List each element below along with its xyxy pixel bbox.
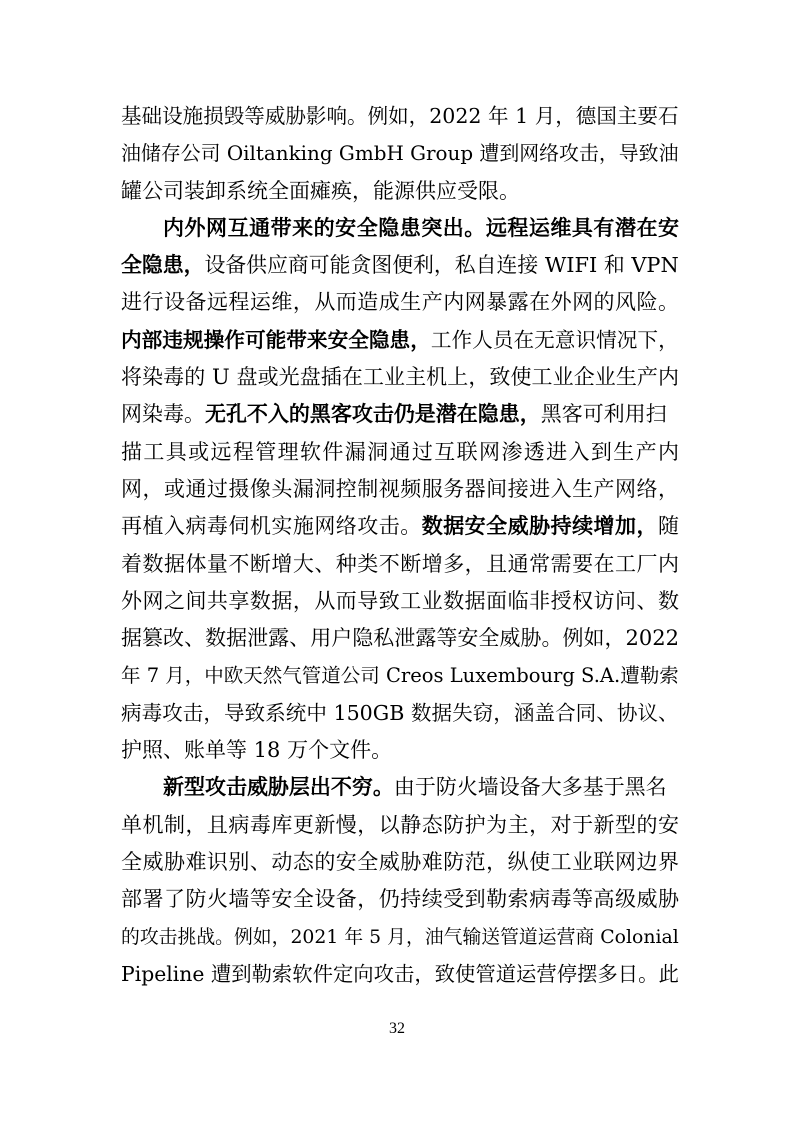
paragraph-1 — [121, 98, 679, 210]
text-line — [121, 546, 679, 583]
text-line — [121, 583, 679, 620]
page-number: 32 — [389, 1020, 405, 1037]
text-line — [121, 135, 679, 172]
text-run: 罐公司装卸系统全面瘫痪，能源供应受限。 — [121, 178, 520, 203]
text-run: 网，或通过摄像头漏洞控制视频服务器间接进入生产网络， — [121, 476, 679, 501]
text-run: 进行设备远程运维，从而造成生产内网暴露在外网的风险。 — [121, 290, 679, 315]
document-body — [121, 98, 679, 993]
text-line — [121, 284, 679, 321]
text-run: 全威胁难识别、动态的安全威胁难防范，纵使工业联网边界 — [121, 849, 679, 874]
text-line — [121, 919, 679, 956]
text-run: 单机制，且病毒库更新慢，以静态防护为主，对于新型的安 — [121, 812, 679, 837]
text-run: 外网之间共享数据，从而导致工业数据面临非授权访问、数 — [121, 588, 679, 613]
text-run: 护照、账单等 18 万个文件。 — [121, 738, 393, 763]
text-run: 描工具或远程管理软件漏洞通过互联网渗透进入到生产内 — [121, 439, 679, 464]
text-run: 由于防火墙设备大多基于黑名 — [393, 775, 667, 800]
text-run: 病毒攻击，导致系统中 150GB 数据失窃，涵盖合同、协议、 — [121, 700, 679, 725]
text-line — [121, 844, 679, 881]
text-line — [121, 434, 679, 471]
text-line — [121, 359, 679, 396]
text-line — [121, 881, 679, 918]
paragraph-3 — [121, 769, 679, 993]
text-line — [121, 508, 679, 545]
text-line — [121, 732, 679, 769]
text-line — [121, 695, 679, 732]
text-run: 年 7 月，中欧天然气管道公司 Creos Luxembourg S.A.遭勒索 — [121, 664, 679, 688]
text-line — [121, 620, 679, 657]
text-run: 再植入病毒伺机实施网络攻击。 — [121, 514, 422, 539]
text-line — [121, 769, 679, 806]
text-run: 随 — [658, 514, 679, 539]
text-run: 油储存公司 Oiltanking GmbH Group 遭到网络攻击，导致油 — [121, 142, 679, 166]
text-run: Pipeline 遭到勒索软件定向攻击，致使管道运营停摆多日。此 — [121, 961, 679, 986]
text-run: 的攻击挑战。例如，2021 年 5 月，油气输送管道运营商 Colonial — [121, 926, 679, 948]
bold-heading-run: 新型攻击威胁层出不穷。 — [163, 775, 394, 800]
text-run: 着数据体量不断增大、种类不断增多，且通常需要在工厂内 — [121, 551, 679, 576]
text-run: 工作人员在无意识情况下， — [430, 327, 679, 352]
bold-heading-run: 无孔不入的黑客攻击仍是潜在隐患， — [204, 402, 541, 427]
text-run: 部署了防火墙等安全设备，仍持续受到勒索病毒等高级威胁 — [121, 887, 679, 912]
text-line — [121, 247, 679, 284]
text-run: 设备供应商可能贪图便利，私自连接 WIFI 和 VPN — [204, 253, 679, 278]
text-line — [121, 471, 679, 508]
text-run: 黑客可利用扫 — [540, 402, 667, 427]
bold-heading-run: 数据安全威胁持续增加， — [421, 514, 658, 539]
text-run: 网染毒。 — [121, 402, 205, 427]
text-line — [121, 173, 679, 210]
paragraph-2 — [121, 210, 679, 769]
text-line — [121, 98, 679, 135]
bold-heading-run: 内外网互通带来的安全隐患突出。远程运维具有潜在安 — [163, 215, 679, 240]
bold-heading-run: 内部违规操作可能带来安全隐患， — [121, 327, 431, 352]
text-line — [121, 956, 679, 993]
text-run: 基础设施损毁等威胁影响。例如，2022 年 1 月，德国主要石 — [121, 104, 679, 128]
text-line — [121, 396, 679, 433]
text-run: 据篡改、数据泄露、用户隐私泄露等安全威胁。例如，2022 — [121, 626, 679, 651]
text-run: 将染毒的 U 盘或光盘插在工业主机上，致使工业企业生产内 — [121, 365, 679, 390]
bold-heading-run: 全隐患， — [121, 253, 205, 278]
text-line — [121, 807, 679, 844]
text-line — [121, 322, 679, 359]
text-line — [121, 657, 679, 694]
text-line — [121, 210, 679, 247]
